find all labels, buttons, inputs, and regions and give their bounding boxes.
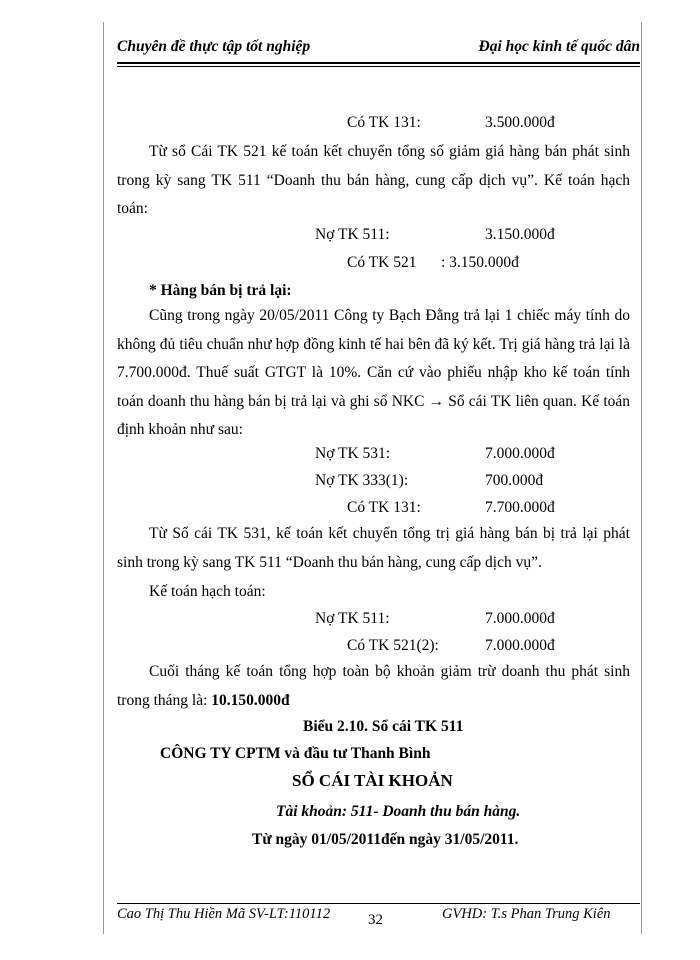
header-right: Đại học kinh tế quốc dân [478, 38, 640, 55]
ledger-title: SỔ CÁI TÀI KHOẢN [292, 771, 453, 790]
figure-caption: Biểu 2.10. Sổ cái TK 511 [303, 718, 464, 735]
paragraph-transfer-531: Từ Sổ cái TK 531, kế toán kết chuyển tổng trị giá hàng bán bị trả lại phát sinh trong kỳ sang TK 511 “Doanh thu bán hàng, cung cấp dịch vụ”. [117, 525, 630, 571]
entry3-debit-531-amount: 7.000.000đ [485, 445, 555, 462]
entry4-credit-label: Có TK 521(2): [347, 637, 439, 654]
paragraph-returned-goods: Cũng trong ngày 20/05/2011 Công ty Bạch Đằng trả lại 1 chiếc máy tính do không đủ tiêu chuẩn như hợp đồng kinh tế hai bên đã ký kết. Trị giá hàng trả lại là 7.700.000đ. Thuế suất GTGT là 10%. Căn cứ vào phiếu nhập kho kế toán tính toán doanh thu hàng bán bị trả lại và ghi sổ NKC → Sổ cái TK liên quan. Kế toán định khoản như sau: [117, 307, 630, 438]
entry3-credit-amount: 7.700.000đ [485, 499, 555, 516]
entry2-debit-amount: 3.150.000đ [485, 226, 555, 243]
entry1-amount: 3.500.000đ [485, 114, 555, 131]
paragraph-month-total [117, 658, 630, 715]
page-number: 32 [368, 912, 383, 928]
paragraph-transfer-521: Từ sổ Cái TK 521 kế toán kết chuyển tổng số giảm giá hàng bán phát sinh trong kỳ sang TK 511 “Doanh thu bán hàng, cung cấp dịch vụ”. Kế toán hạch toán: [117, 143, 630, 217]
footer-rule [117, 903, 640, 904]
entry4-debit-label: Nợ TK 511: [315, 610, 390, 627]
entry3-debit-531-label: Nợ TK 531: [315, 445, 391, 462]
header-rule-thin [117, 66, 640, 67]
section-heading: * Hàng bán bị trả lại: [149, 282, 292, 299]
footer-supervisor: GVHD: T.s Phan Trung Kiên [442, 906, 611, 922]
ledger-account: Tài khoản: 511- Doanh thu bán hàng. [276, 803, 521, 820]
entry1-label: Có TK 131: [347, 114, 421, 131]
header-rule [117, 62, 640, 64]
entry2-credit-amount: : 3.150.000đ [441, 254, 519, 271]
header-left: Chuyên đề thực tập tốt nghiệp [117, 38, 311, 55]
entry3-debit-333-amount: 700.000đ [485, 472, 544, 489]
entry4-debit-amount: 7.000.000đ [485, 610, 555, 627]
footer-author: Cao Thị Thu Hiền Mã SV-LT:110112 [117, 906, 331, 922]
ledger-period: Từ ngày 01/05/2011đến ngày 31/05/2011. [252, 831, 519, 848]
paragraph-accounting-entry: Kế toán hạch toán: [149, 583, 266, 600]
month-total-text: Cuối tháng kế toán tổng hợp toàn bộ khoản giảm trừ doanh thu phát sinh trong tháng là: [117, 663, 630, 709]
entry4-credit-amount: 7.000.000đ [485, 637, 555, 654]
entry3-debit-333-label: Nợ TK 333(1): [315, 472, 409, 489]
entry3-credit-label: Có TK 131: [347, 499, 421, 516]
page-header [117, 38, 640, 62]
entry2-credit-label: Có TK 521 [347, 254, 417, 271]
month-total-amount: 10.150.000đ [211, 691, 290, 709]
entry2-debit-label: Nợ TK 511: [315, 226, 390, 243]
company-name: CÔNG TY CPTM và đầu tư Thanh Bình [160, 745, 431, 762]
